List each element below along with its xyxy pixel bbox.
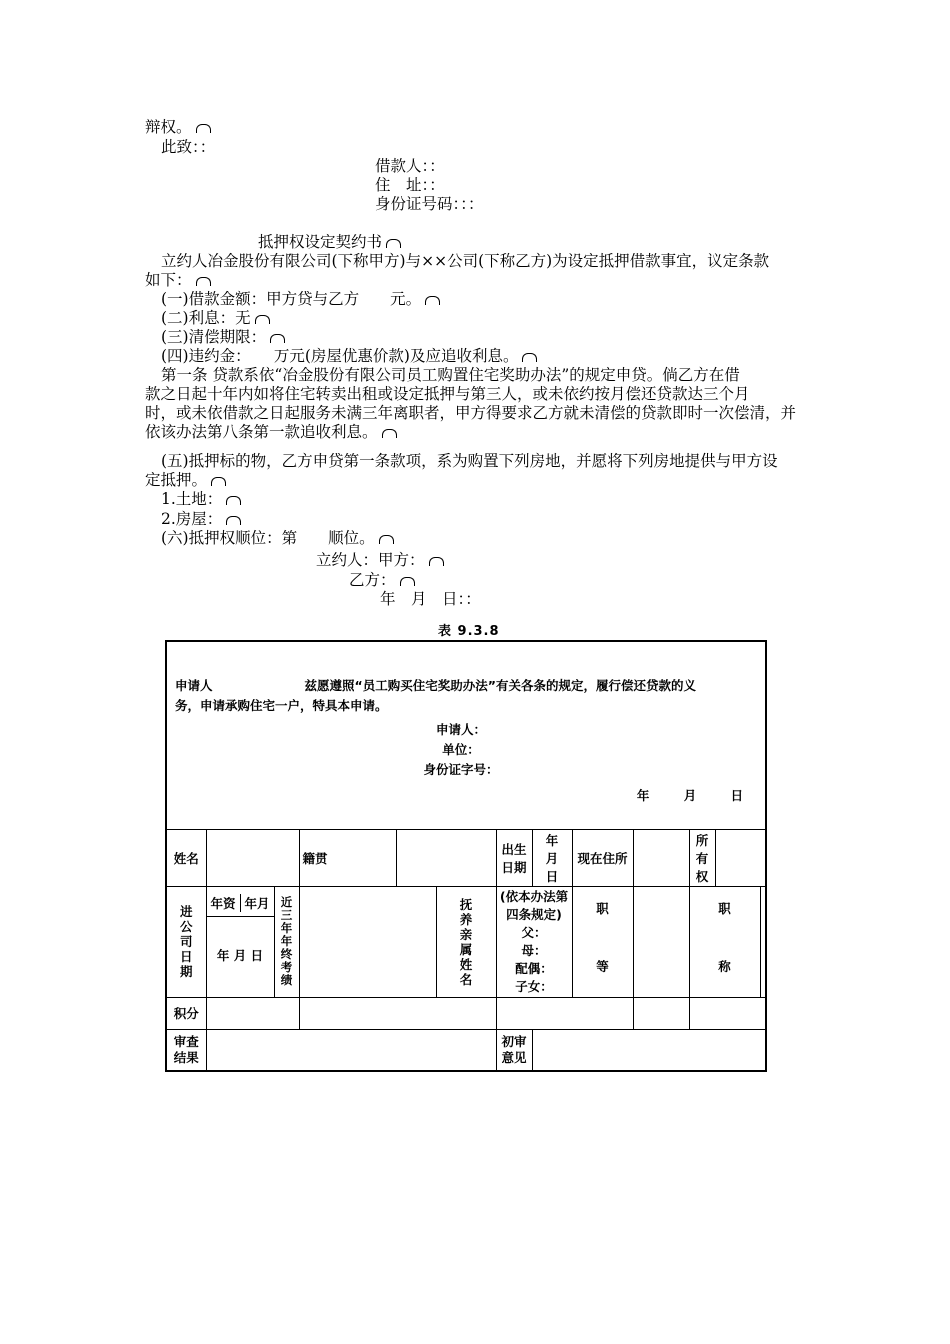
party-a-line: 立约人：甲方： (316, 551, 444, 570)
statement-line-1: 申请人 兹愿遵照“员工购买住宅奖助办法”有关各条的规定，履行偿还贷款的义 (175, 678, 696, 693)
paragraph-mark-icon (425, 296, 440, 305)
paragraph-mark-icon (382, 429, 397, 438)
recent-3yr-value[interactable] (299, 886, 436, 997)
ownership-value[interactable] (715, 829, 766, 886)
spouse-field: 配偶： (515, 960, 553, 976)
article-1-line-2: 款之日起十年内如将住宅转卖出租或设定抵押与第三人，或未依约按月偿还贷款达三个月 (145, 385, 750, 403)
recent-3yr-label: 近三年年终考绩 (274, 886, 299, 997)
salutation: 此致：： (161, 138, 216, 156)
initial-opinion-label: 初审意见 (496, 1029, 532, 1071)
closing-fragment: 辩权。 (145, 118, 211, 137)
paragraph-mark-icon (429, 557, 444, 566)
points-value-4[interactable] (633, 997, 689, 1029)
collateral-house: 2.房屋： (161, 510, 241, 529)
paragraph-mark-icon (270, 334, 285, 343)
address-line: 住 址：： (375, 176, 445, 194)
year-month-label: 年月 (244, 896, 270, 911)
birth-date-label: 出生日期 (496, 829, 532, 886)
contract-title: 抵押权设定契约书 (258, 233, 401, 252)
review-result-label: 审查结果 (166, 1029, 206, 1071)
birth-date-value[interactable]: 年 月 日 (532, 829, 572, 886)
father-field: 父： (521, 924, 547, 940)
job-title-value[interactable] (760, 886, 766, 997)
children-field: 子女： (515, 978, 553, 994)
article-1-line-4: 依该办法第八条第一款追收利息。 (145, 423, 397, 442)
paragraph-mark-icon (226, 496, 241, 505)
name-label: 姓名 (166, 829, 206, 886)
review-result-value[interactable] (206, 1029, 496, 1071)
item-loan-amount: (一)借款金额：甲方贷与乙方 元。 (161, 290, 440, 309)
applicant-label: 申请人 (175, 678, 213, 693)
table-caption: 表 9.3.8 (438, 624, 500, 639)
application-statement (166, 641, 766, 829)
seniority-cell (206, 886, 274, 997)
points-label: 积分 (166, 997, 206, 1029)
points-value-3[interactable] (496, 997, 633, 1029)
points-value-2[interactable] (299, 997, 496, 1029)
residence-label: 现在住所 (572, 829, 633, 886)
paragraph-mark-icon (226, 516, 241, 525)
dependents-label: 抚养亲属姓名 (436, 886, 496, 997)
grade-value[interactable] (633, 886, 689, 997)
contract-intro-1: 立约人冶金股份有限公司(下称甲方)与××公司(下称乙方)为设定抵押借款事宜，议定条款 (161, 252, 770, 270)
job-title-label: 职 称 (689, 886, 760, 997)
initial-opinion-value[interactable] (532, 1029, 766, 1071)
native-place-label: 籍贯 (299, 829, 396, 886)
paragraph-mark-icon (379, 535, 394, 544)
item-interest: (二)利息：无 (161, 309, 270, 328)
contract-date: 年 月 日：： (380, 590, 481, 608)
dependents-list[interactable] (496, 886, 572, 997)
join-date-label: 进公司日期 (166, 886, 206, 997)
party-b-line: 乙方： (349, 571, 415, 590)
article-1-line-1: 第一条 贷款系依“冶金股份有限公司员工购置住宅奖助办法”的规定申贷。倘乙方在借 (161, 366, 740, 384)
paragraph-mark-icon (196, 124, 211, 133)
sign-date: 年 月 日 (636, 788, 744, 803)
residence-value[interactable] (633, 829, 689, 886)
collateral-land: 1.土地： (161, 490, 241, 509)
mother-field: 母： (521, 942, 547, 958)
contract-intro-2: 如下： (145, 271, 211, 290)
item-mortgage-order: (六)抵押权顺位：第 顺位。 (161, 529, 394, 548)
points-value-5[interactable] (689, 997, 766, 1029)
item-repayment-term: (三)清偿期限： (161, 328, 285, 347)
item-penalty: (四)违约金： 万元(房屋优惠价款)及应追收利息。 (161, 347, 537, 366)
paragraph-mark-icon (211, 477, 226, 486)
dependents-rule: (依本办法第四条规定) (499, 888, 569, 922)
sign-unit: 单位： (442, 742, 480, 757)
paragraph-mark-icon (386, 239, 401, 248)
name-value[interactable] (206, 829, 299, 886)
paragraph-mark-icon (255, 315, 270, 324)
grade-label: 职 等 (572, 886, 633, 997)
native-place-value[interactable] (396, 829, 496, 886)
ymd-value[interactable]: 年 月 日 (216, 948, 264, 963)
paragraph-mark-icon (522, 353, 537, 362)
item-collateral-1: (五)抵押标的物，乙方申贷第一条款项，系为购置下列房地，并愿将下列房地提供与甲方设 (161, 452, 778, 470)
paragraph-mark-icon (400, 577, 415, 586)
article-1-line-3: 时，或未依借款之日起服务未满三年离职者，甲方得要求乙方就未清偿的贷款即时一次偿清，并 (145, 404, 797, 422)
borrower-line: 借款人：： (375, 157, 445, 175)
seniority-label: 年资 (207, 894, 241, 912)
points-value-1[interactable] (206, 997, 299, 1029)
paragraph-mark-icon (196, 277, 211, 286)
sign-applicant: 申请人： (436, 722, 487, 737)
item-collateral-2: 定抵押。 (145, 471, 226, 490)
sign-id: 身份证字号： (423, 762, 499, 777)
housing-application-form (165, 640, 767, 1072)
ownership-label: 所有权 (689, 829, 715, 886)
statement-line-2: 务，申请承购住宅一户，特具本申请。 (175, 698, 388, 713)
id-number-line: 身份证号码：：： (375, 195, 484, 213)
